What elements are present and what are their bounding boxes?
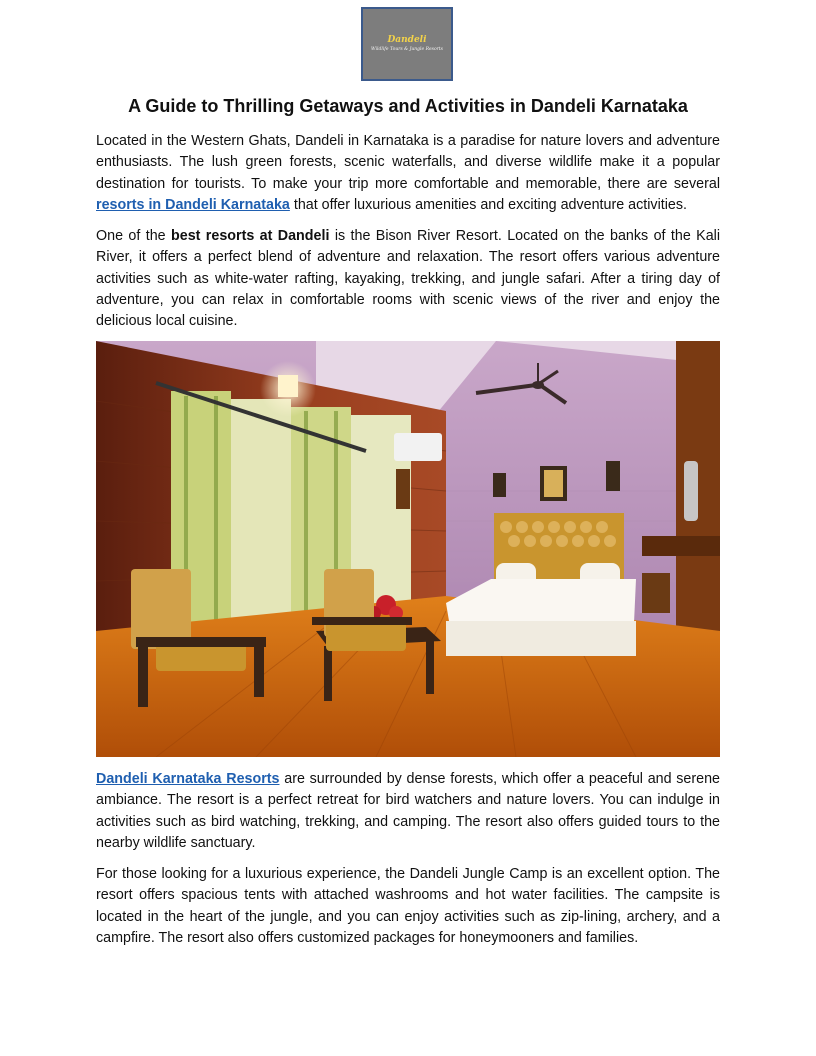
p2-text-start: One of the xyxy=(96,228,172,244)
p3-text: are surrounded by dense forests, which offer a peaceful and serene ambiance. The resort is a perfect retreat for bird watchers and nature lovers. You can indulge in activities such as bird watching, trekking, and camping. The resort also offers guided tours to the nearby wildlife sanctuary. xyxy=(96,771,720,851)
intro-text: Located in the Western Ghats, Dandeli in Karnataka is a paradise for nature lovers and adventure enthusiasts. The lush green forests, scenic waterfalls, and diverse wildlife make it a popular destination for tourists. To make your trip more comfortable and memorable, there are several xyxy=(96,133,720,192)
brand-logo xyxy=(361,7,453,81)
logo-name: Dandeli xyxy=(387,35,427,45)
intro-text-end: that offer luxurious amenities and exciting adventure activities. xyxy=(289,196,687,213)
jungle-camp-paragraph: For those looking for a luxurious experience, the Dandeli Jungle Camp is an excellent option. The resort offers spacious tents with attached washrooms and hot water facilities. The campsite is located in the heart of the jungle, and you can enjoy activities such as zip-lining, archery, and a campfire. The resort also offers customized packages for honeymooners and families. xyxy=(96,866,720,946)
intro-paragraph xyxy=(96,131,720,216)
resort-room-illustration xyxy=(96,341,720,757)
best-resorts-bold: best resorts at Dandeli xyxy=(171,228,330,244)
resorts-link[interactable]: resorts in Dandeli Karnataka xyxy=(96,196,290,213)
forest-resorts-paragraph xyxy=(96,769,720,854)
p2-text-end: is the Bison River Resort. Located on the banks of the Kali River, it offers a perfect blend of adventure and relaxation. The resort offers various adventure activities such as white-water rafting, kayaking, trekking, and jungle safari. After a tiring day of adventure, you can relax in comfortable rooms with scenic views of the river and enjoy the delicious local cuisine. xyxy=(96,228,720,330)
bison-resort-paragraph xyxy=(96,226,720,332)
resort-room-photo xyxy=(96,341,720,757)
karnataka-resorts-link[interactable]: Dandeli Karnataka Resorts xyxy=(96,771,280,787)
logo-tagline: Wildlife Tours & Jungle Resorts xyxy=(371,47,443,52)
page-title: A Guide to Thrilling Getaways and Activities in Dandeli Karnataka xyxy=(128,96,688,116)
